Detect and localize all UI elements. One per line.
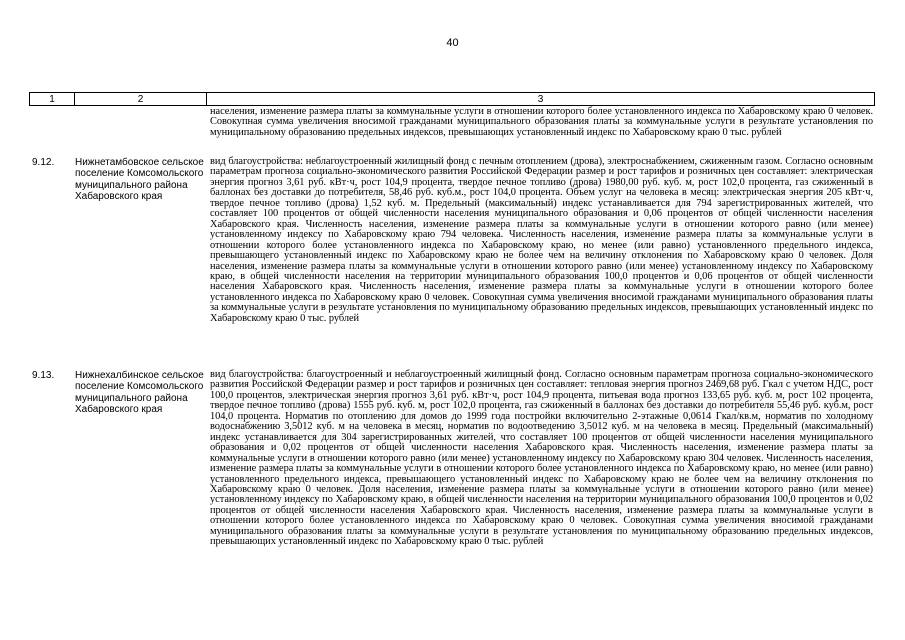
table-row [29, 370, 875, 548]
row-number: 9.13. [32, 370, 55, 381]
row-description: вид благоустройства: неблагоустроенный жилищный фонд с печным отоплением (дрова), электроснабжением, сжиженным газом. Согласно основным параметрам прогноза социально-экономического развития Российской Федерации размер и рост тарифов и розничных цен составляет: электрическая энергия прогноз 3,61 руб. кВт·ч, рост 104,9 процента, твердое печное топливо (дрова) 1980,00 руб. куб. м, рост 102,0 процента, газ сжиженный в баллонах без доставки до потребителя, 58,46 руб. куб.м., рост 104,0 процента. Объем услуг на человека в месяц: электрическая энергия 205 кВт·ч, твердое печное топливо (дрова) 1,52 куб. м. Предельный (максимальный) индекс устанавливается для 794 зарегистрированных жителей, что составляет 100 процентов от общей численности населения муниципального образования и 0,06 процентов от общей численности населения Хабаровского края. Численность населения, изменение размера платы за коммунальные услуги в отношении которого равно (или менее) установленному индексу по Хабаровскому краю 794 человека. Численность населения, изменение размера платы за коммунальные услуги в отношении которого более установленного индекса по Хабаровскому краю, но менее (или равно) установленного предельного индекса, превышающего установленный индекс по Хабаровскому краю не более чем на величину отклонения по Хабаровскому краю 0 человек. Доля населения, изменение размера платы за коммунальные услуги в отношении которого равно (или менее) установленному индексу по Хабаровскому краю, в общей численности населения на территории муниципального образования 100,0 процентов и 0,06 процентов от общей численности населения Хабаровского края. Численность населения, изменение размера платы за коммунальные услуги в отношении которого более установленного индекса по Хабаровскому краю 0 человек. Совокупная сумма увеличения вносимой гражданами муниципального образования платы за коммунальные услуги в результате установления по муниципальному образованию предельных индексов, превышающих установленный индекс по Хабаровскому краю 0 тыс. рублей [210, 156, 873, 324]
header-col-2: 2 [75, 93, 207, 105]
settlement-name: Нижнехалбинское сельское поселение Комсомольского муниципального района Хабаровского края [75, 370, 204, 415]
table-row [29, 157, 875, 324]
settlement-name: Нижнетамбовское сельское поселение Комсомольского муниципального района Хабаровского края [75, 157, 204, 202]
continuation-row [29, 107, 875, 138]
header-col-1: 1 [30, 93, 75, 105]
row-number: 9.12. [32, 157, 55, 168]
continuation-text: населения, изменение размера платы за коммунальные услуги в отношении которого более установленного индекса по Хабаровскому краю 0 человек. Совокупная сумма увеличения вносимой гражданами муниципального образования платы за коммунальные услуги в результате установления по муниципальному образованию предельных индексов, превышающих установленный индекс по Хабаровскому краю 0 тыс. рублей [210, 106, 873, 138]
header-col-3: 3 [537, 94, 544, 105]
page-number: 40 [446, 37, 459, 49]
table-header [29, 92, 875, 106]
row-description: вид благоустройства: благоустроенный и неблагоустроенный жилищный фонд. Согласно основным параметрам прогноза социально-экономического развития Российской Федерации размер и рост тарифов и розничных цен составляет: тепловая энергия прогноз 2469,68 руб. Гкал с учетом НДС, рост 100,0 процентов, электрическая энергия прогноз 3,61 руб. кВт·ч, рост 104,9 процента, питьевая вода прогноз 133,65 руб. куб. м, рост 102 процента, твердое печное топливо (дрова) 1555 руб. куб. м, рост 102,0 процента, газ сжиженный в баллонах без доставки до потребителя 55,46 руб. куб.м, рост 104,0 процента. Норматив по отоплению для домов до 1999 года постройки включительно 2-этажные 0,0614 Гкал/кв.м, норматив по холодному водоснабжению 3,5012 куб. м на человека в месяц, норматив по водоотведению 3,5012 куб. м на человека в месяц. Предельный (максимальный) индекс устанавливается для 304 зарегистрированных жителей, что составляет 100 процентов от общей численности населения муниципального образования и 0,02 процентов от общей численности населения Хабаровского края. Численность населения, изменение размера платы за коммунальные услуги в отношении которого равно (или менее) установленному индексу по Хабаровскому краю 304 человек. Численность населения, изменение размера платы за коммунальные услуги в отношении которого более установленного индекса по Хабаровскому краю, но менее (или равно) установленного предельного индекса, превышающего установленный индекс по Хабаровскому краю не более чем на величину отклонения по Хабаровскому краю 0 человек. Доля населения, изменение размера платы за коммунальные услуги в отношении которого равно (или менее) установленному индексу по Хабаровскому краю, в общей численности населения на территории муниципального образования 100,0 процентов и 0,02 процентов от общей численности населения Хабаровского края. Численность населения, изменение размера платы за коммунальные услуги в отношении которого более установленного индекса по Хабаровскому краю 0 человек. Совокупная сумма увеличения вносимой гражданами муниципального образования платы за коммунальные услуги в результате установления по муниципальному образованию предельных индексов, превышающих установленный индекс по Хабаровскому краю 0 тыс. рублей [210, 369, 873, 548]
